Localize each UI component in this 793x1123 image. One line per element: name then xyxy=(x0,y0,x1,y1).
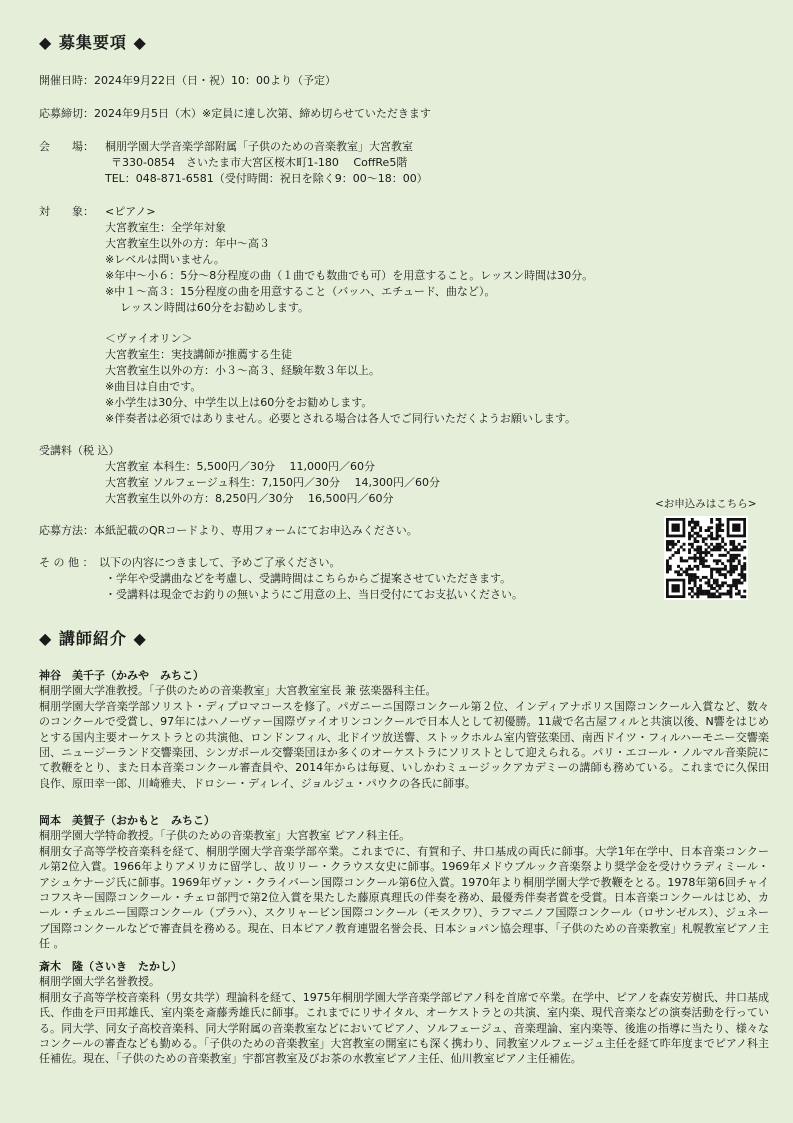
piano-line: ※年中〜小６：5分〜8分程度の曲（１曲でも数曲でも可）を用意すること。レッスン時間は30分。 xyxy=(105,269,594,282)
piano-line: レッスン時間は60分をお勧めします。 xyxy=(120,301,310,314)
other-label: そ の 他 ： xyxy=(39,556,94,569)
target-label: 対 象： xyxy=(39,205,94,218)
teacher-bio: 桐朋学園大学音楽学部ソリスト・ディプロマコースを修了。パガニーニ国際コンクール第２位、インディアナポリス国際コンクール入賞など、数々のコンクールで受賞し、97年にはハノーヴァー国際ヴァイオリンコンクールで日本人として初優勝。11歳で名古屋フィルと共演以後、N響をはじめとする国内主要オーケストラとの共演他、ロンドンフィル、北ドイツ放送響、ストックホルム室内管弦楽団、南西ドイツ・フィルハーモニー交響楽団、ニュージーランド交響楽団、シンガポール交響楽団ほか多くのオーケストラにソリストとして迎えられる。パリ・エコール・ノルマル音楽院にて教鞭をとり、また日本音楽コンクール審査員や、2014年からは毎夏、いしかわミュージックアカデミーの講師も務めている。これまでに久保田良作、原田幸一郎、川崎雅夫、ドロシー・ディレイ、ジョルジュ・パウクの各氏に師事。 xyxy=(39,699,769,790)
piano-line: ※レベルは問いません。 xyxy=(105,253,225,266)
teacher-role: 桐朋学園大学准教授。「子供のための音楽教室」大宮教室室長 兼 弦楽器科主任。 xyxy=(39,684,437,698)
violin-line: ※伴奏者は必須ではありません。必要とされる場合は各人でご同行いただくようお願いします。 xyxy=(105,412,576,425)
piano-line: ※中１〜高３：15分程度の曲を用意すること（バッハ、エチュード、曲など）。 xyxy=(105,285,496,298)
other-line: ・受講料は現金でお釣りの無いようにご用意の上、当日受付にてお支払いください。 xyxy=(105,588,523,601)
venue-line: 桐朋学園大学音楽学部附属「子供のための音楽教室」大宮教室 xyxy=(105,140,413,153)
violin-line: 大宮教室生以外の方：小３〜高３、経験年数３年以上。 xyxy=(105,364,380,377)
violin-line: ※曲目は自由です。 xyxy=(105,380,202,393)
teacher-name: 岡本 美賀子（おかもと みちこ） xyxy=(39,814,215,827)
teacher-name: 神谷 美千子（かみや みちこ） xyxy=(39,669,204,682)
venue-label: 会 場： xyxy=(39,140,94,153)
violin-line: ※小学生は30分、中学生以上は60分をお勧めします。 xyxy=(105,396,373,409)
piano-title: <ピアノ> xyxy=(105,205,156,218)
teacher-role: 桐朋学園大学名誉教授。 xyxy=(39,975,160,989)
teacher-profile xyxy=(39,668,769,791)
recruit-heading: ◆ 募集要項 ◆ xyxy=(39,33,147,52)
fee-line: 大宮教室生以外の方：8,250円／30分 16,500円／60分 xyxy=(105,492,394,505)
teacher-role: 桐朋学園大学特命教授。「子供のための音楽教室」大宮教室 ピアノ科主任。 xyxy=(39,829,411,843)
application-deadline: 応募締切：2024年9月5日（木）※定員に達し次第、締め切らせていただきます xyxy=(39,107,431,120)
teacher-bio: 桐朋女子高等学校音楽科を経て、桐朋学園大学音楽学部卒業。これまでに、有賀和子、井口基成の両氏に師事。大学1年在学中、日本音楽コンクール第2位入賞。1966年よりアメリカに留学し、故リリー・クラウス女史に師事。1969年メドウブルック音楽祭より奨学金を受けウラディミール・アシュケナージ氏に師事。1969年ヴァン・クライバーン国際コンクール第6位入賞。1970年より桐朋学園大学で教鞭をとる。1978年第6回チャイコフスキー国際コンクール・チェロ部門で第2位入賞を果たした藤原真理氏の伴奏を務め、最優秀伴奏者賞を受賞。日本音楽コンクールはじめ、カール・チェルニー国際コンクール（プラハ）、スクリャービン国際コンクール（モスクワ）、ラフマニノフ国際コンクール（ロサンゼルス）、ジュネーブ国際コンクールなどで審査員を務める。現在、日本ピアノ教育連盟名誉会長、日本ショパン協会理事、「子供のための音楽教室」札幌教室ピアノ主任 。 xyxy=(39,844,769,951)
violin-title: ＜ヴァイオリン＞ xyxy=(105,332,193,345)
qr-code-image[interactable] xyxy=(664,516,748,600)
other-line: ・学年や受講曲などを考慮し、受講時間はこちらからご提案させていただきます。 xyxy=(105,572,512,585)
venue-tel: TEL：048-871-6581（受付時間：祝日を除く9：00〜18：00） xyxy=(105,172,428,185)
application-method: 応募方法：本紙記載のQRコードより、専用フォームにてお申込みください。 xyxy=(39,524,418,537)
event-date: 開催日時：2024年9月22日（日・祝）10：00より（予定） xyxy=(39,74,336,87)
teacher-profile xyxy=(39,959,769,1067)
fee-line: 大宮教室 ソルフェージュ科生：7,150円／30分 14,300円／60分 xyxy=(105,476,440,489)
violin-line: 大宮教室生：実技講師が推薦する生徒 xyxy=(105,348,292,361)
fee-line: 大宮教室 本科生：5,500円／30分 11,000円／60分 xyxy=(105,460,375,473)
teacher-name: 斎木 隆（さいき たかし） xyxy=(39,960,182,973)
teacher-bio: 桐朋女子高等学校音楽科（男女共学）理論科を経て、1975年桐朋学園大学音楽学部ピアノ科を首席で卒業。在学中、ピアノを森安芳樹氏、井口基成氏、作曲を戸田邦雄氏、室内楽を斎藤秀雄氏に師事。これまでにリサイタル、オーケストラとの共演、室内楽、現代音楽などの演奏活動を行っている。同大学、同女子高校音楽科、同大学附属の音楽教室などにおいてピアノ、ソルフェージュ、音楽理論、室内楽等、後進の指導に当たり、様々なコンクールの審査なども勤める。「子供のための音楽教室」大宮教室の開室にも深く携わり、同教室ソルフェージュ主任を経て昨年度までピアノ科主任補佐。現在、「子供のための音楽教室」宇都宮教室及びお茶の水教室ピアノ主任、仙川教室ピアノ主任補佐。 xyxy=(39,990,770,1066)
teacher-profile xyxy=(39,813,769,952)
piano-line: 大宮教室生以外の方：年中〜高３ xyxy=(105,237,270,250)
teachers-heading: ◆ 講師紹介 ◆ xyxy=(39,629,147,648)
venue-address: 〒330-0854 さいたま市大宮区桜木町1-180 CoffRe5階 xyxy=(111,156,408,169)
other-intro: 以下の内容につきまして、予めご了承ください。 xyxy=(99,556,341,569)
qr-caption: <お申込みはこちら> xyxy=(655,498,757,510)
fee-label: 受講料（税 込） xyxy=(39,444,120,457)
piano-line: 大宮教室生：全学年対象 xyxy=(105,221,226,234)
